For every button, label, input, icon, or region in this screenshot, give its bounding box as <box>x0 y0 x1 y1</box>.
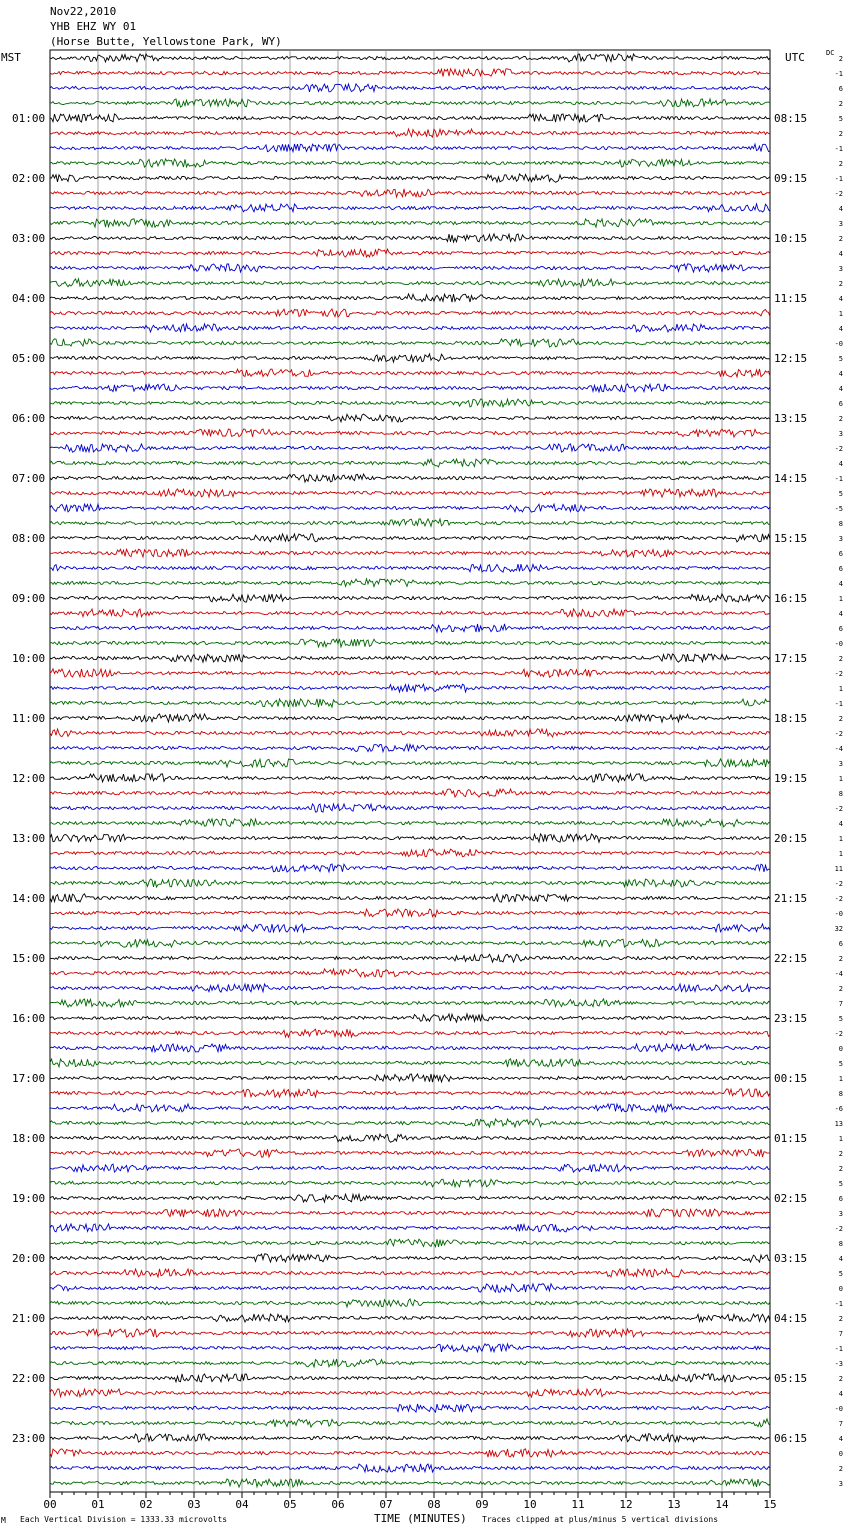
dc-offset-value: 4 <box>838 205 843 213</box>
left-hour-label: 02:00 <box>12 172 46 185</box>
dc-offset-value: 3 <box>838 430 843 438</box>
seismic-trace <box>50 1374 770 1382</box>
right-hour-label: 12:15 <box>774 352 808 365</box>
left-hour-label: 06:00 <box>12 412 46 425</box>
left-hour-label: 12:00 <box>12 772 46 785</box>
right-hour-label: 11:15 <box>774 292 808 305</box>
seismic-trace <box>50 579 770 587</box>
x-tick-label: 00 <box>43 1498 57 1511</box>
seismic-trace <box>50 99 770 107</box>
dc-offset-value: 1 <box>838 595 843 603</box>
dc-offset-value: -2 <box>834 445 843 453</box>
left-hour-label: 01:00 <box>12 112 46 125</box>
x-tick-label: 12 <box>619 1498 633 1511</box>
recording-date: Nov22,2010 <box>50 5 117 18</box>
seismic-trace <box>50 714 770 722</box>
dc-offset-value: 1 <box>838 1075 843 1083</box>
dc-offset-value: 2 <box>838 130 843 138</box>
seismic-trace <box>50 624 770 632</box>
dc-offset-value: 4 <box>838 325 843 333</box>
left-hour-label: 22:00 <box>12 1372 46 1385</box>
seismic-trace <box>50 1089 770 1097</box>
seismic-trace <box>50 1269 770 1277</box>
dc-offset-value: -0 <box>834 340 843 348</box>
seismic-trace <box>50 474 770 482</box>
seismic-trace <box>50 684 770 692</box>
dc-offset-value: 4 <box>838 295 843 303</box>
dc-offset-value: 3 <box>838 535 843 543</box>
seismic-trace <box>50 69 770 77</box>
left-hour-label: 03:00 <box>12 232 46 245</box>
left-hour-label: 16:00 <box>12 1012 46 1025</box>
dc-offset-value: 5 <box>838 1015 843 1023</box>
dc-offset-value: 4 <box>838 460 843 468</box>
dc-offset-value: -2 <box>834 190 843 198</box>
seismic-trace <box>50 1464 770 1472</box>
dc-offset-value: -1 <box>834 1300 843 1308</box>
seismic-trace <box>50 744 770 752</box>
dc-offset-value: 4 <box>838 1435 843 1443</box>
seismic-trace <box>50 1209 770 1217</box>
seismic-trace <box>50 1029 770 1037</box>
left-timezone-label: MST <box>1 51 21 64</box>
seismic-trace <box>50 459 770 467</box>
dc-offset-value: -1 <box>834 475 843 483</box>
dc-offset-value: 5 <box>838 1060 843 1068</box>
right-hour-label: 10:15 <box>774 232 808 245</box>
seismic-trace <box>50 1329 770 1337</box>
dc-offset-value: -0 <box>834 640 843 648</box>
dc-offset-value: 2 <box>838 985 843 993</box>
dc-offset-value: 7 <box>838 1330 843 1338</box>
x-tick-label: 05 <box>283 1498 297 1511</box>
clip-note: Traces clipped at plus/minus 5 vertical divisions <box>482 1515 719 1524</box>
dc-offset-value: 3 <box>838 220 843 228</box>
seismic-trace <box>50 1179 770 1187</box>
seismic-trace <box>50 594 770 602</box>
dc-offset-value: -2 <box>834 730 843 738</box>
dc-offset-value: 4 <box>838 250 843 258</box>
dc-offset-value: 2 <box>838 1315 843 1323</box>
dc-offset-value: 2 <box>838 235 843 243</box>
left-hour-label: 14:00 <box>12 892 46 905</box>
dc-offset-value: 1 <box>838 775 843 783</box>
seismic-trace <box>50 429 770 437</box>
seismic-trace <box>50 1059 770 1067</box>
x-tick-label: 08 <box>427 1498 441 1511</box>
right-hour-label: 17:15 <box>774 652 808 665</box>
right-hour-label: 00:15 <box>774 1072 808 1085</box>
right-hour-label: 23:15 <box>774 1012 808 1025</box>
dc-offset-value: 6 <box>838 940 843 948</box>
seismic-trace <box>50 864 770 872</box>
dc-offset-header: DC <box>826 49 835 57</box>
seismic-trace <box>50 609 770 617</box>
dc-offset-value: -4 <box>834 970 843 978</box>
x-tick-label: 02 <box>139 1498 153 1511</box>
left-hour-label: 19:00 <box>12 1192 46 1205</box>
seismic-trace <box>50 294 770 302</box>
seismic-trace <box>50 834 770 842</box>
dc-offset-value: -2 <box>834 880 843 888</box>
seismic-trace <box>50 534 770 542</box>
dc-offset-value: 5 <box>838 490 843 498</box>
dc-offset-value: 7 <box>838 1420 843 1428</box>
seismic-trace <box>50 159 770 167</box>
left-hour-label: 23:00 <box>12 1432 46 1445</box>
dc-offset-value: 3 <box>838 1480 843 1488</box>
dc-offset-value: 6 <box>838 1195 843 1203</box>
dc-offset-value: 2 <box>838 955 843 963</box>
seismic-trace <box>50 1119 770 1127</box>
dc-offset-value: 2 <box>838 1150 843 1158</box>
seismic-trace <box>50 1389 770 1397</box>
x-axis-title: TIME (MINUTES) <box>374 1512 467 1525</box>
seismic-trace <box>50 204 770 212</box>
seismic-trace <box>50 909 770 917</box>
dc-offset-value: -2 <box>834 895 843 903</box>
dc-offset-value: 1 <box>838 685 843 693</box>
seismic-trace <box>50 1344 770 1352</box>
right-hour-label: 03:15 <box>774 1252 808 1265</box>
dc-offset-value: 5 <box>838 355 843 363</box>
right-hour-label: 18:15 <box>774 712 808 725</box>
right-hour-label: 20:15 <box>774 832 808 845</box>
seismic-trace <box>50 1419 770 1427</box>
seismic-trace <box>50 1299 770 1307</box>
dc-offset-value: 5 <box>838 1270 843 1278</box>
seismic-trace <box>50 399 770 407</box>
right-hour-label: 09:15 <box>774 172 808 185</box>
dc-offset-value: 2 <box>838 1375 843 1383</box>
right-hour-label: 04:15 <box>774 1312 808 1325</box>
seismic-trace <box>50 354 770 362</box>
corner-mark: M <box>1 1516 6 1525</box>
seismic-trace <box>50 264 770 272</box>
seismic-trace <box>50 234 770 242</box>
dc-offset-value: -1 <box>834 1345 843 1353</box>
dc-offset-value: 4 <box>838 820 843 828</box>
dc-offset-value: 2 <box>838 280 843 288</box>
left-hour-label: 11:00 <box>12 712 46 725</box>
seismic-trace <box>50 189 770 197</box>
seismic-trace <box>50 804 770 812</box>
dc-offset-value: 0 <box>838 1045 843 1053</box>
seismic-trace <box>50 639 770 647</box>
left-hour-label: 04:00 <box>12 292 46 305</box>
seismic-trace <box>50 174 770 182</box>
seismic-trace <box>50 1074 770 1082</box>
seismic-trace <box>50 1449 770 1457</box>
dc-offset-value: -1 <box>834 700 843 708</box>
seismic-trace <box>50 669 770 677</box>
right-hour-label: 08:15 <box>774 112 808 125</box>
dc-offset-value: 4 <box>838 385 843 393</box>
dc-offset-value: -0 <box>834 1405 843 1413</box>
seismic-trace <box>50 219 770 227</box>
dc-offset-value: -2 <box>834 670 843 678</box>
dc-offset-value: 7 <box>838 1000 843 1008</box>
seismic-trace <box>50 894 770 902</box>
seismic-trace <box>50 1254 770 1262</box>
dc-offset-value: -4 <box>834 745 843 753</box>
right-hour-label: 06:15 <box>774 1432 808 1445</box>
seismic-trace <box>50 1044 770 1052</box>
seismic-trace <box>50 774 770 782</box>
dc-offset-value: 1 <box>838 1135 843 1143</box>
x-tick-label: 01 <box>91 1498 105 1511</box>
left-hour-label: 20:00 <box>12 1252 46 1265</box>
dc-offset-value: 8 <box>838 520 843 528</box>
x-tick-label: 10 <box>523 1498 537 1511</box>
seismic-trace <box>50 1404 770 1412</box>
seismic-trace <box>50 984 770 992</box>
dc-offset-value: -0 <box>834 910 843 918</box>
seismic-trace <box>50 1149 770 1157</box>
dc-offset-value: 6 <box>838 400 843 408</box>
seismic-trace <box>50 1359 770 1367</box>
dc-offset-value: 2 <box>838 160 843 168</box>
dc-offset-value: 0 <box>838 1450 843 1458</box>
dc-offset-value: 2 <box>838 715 843 723</box>
dc-offset-value: 0 <box>838 1285 843 1293</box>
dc-offset-value: 6 <box>838 565 843 573</box>
dc-offset-value: 3 <box>838 1210 843 1218</box>
right-hour-label: 14:15 <box>774 472 808 485</box>
seismic-trace <box>50 879 770 887</box>
x-tick-label: 13 <box>667 1498 681 1511</box>
dc-offset-value: 6 <box>838 550 843 558</box>
dc-offset-value: 4 <box>838 580 843 588</box>
dc-offset-value: 6 <box>838 625 843 633</box>
right-hour-label: 15:15 <box>774 532 808 545</box>
left-hour-label: 21:00 <box>12 1312 46 1325</box>
dc-offset-value: 2 <box>838 1165 843 1173</box>
seismic-trace <box>50 1239 770 1247</box>
seismic-trace <box>50 129 770 137</box>
dc-offset-value: 4 <box>838 610 843 618</box>
seismic-trace <box>50 339 770 347</box>
seismic-trace <box>50 114 770 122</box>
dc-offset-value: -2 <box>834 805 843 813</box>
seismic-trace <box>50 1164 770 1172</box>
x-tick-label: 03 <box>187 1498 201 1511</box>
seismic-trace <box>50 414 770 422</box>
seismic-trace <box>50 1014 770 1022</box>
seismic-trace <box>50 729 770 737</box>
left-hour-label: 10:00 <box>12 652 46 665</box>
left-hour-label: 09:00 <box>12 592 46 605</box>
seismic-trace <box>50 549 770 557</box>
seismic-trace <box>50 654 770 662</box>
left-hour-label: 15:00 <box>12 952 46 965</box>
dc-offset-value: -3 <box>834 1360 843 1368</box>
dc-offset-value: 4 <box>838 370 843 378</box>
dc-offset-value: 11 <box>834 865 843 873</box>
dc-offset-value: 2 <box>838 1465 843 1473</box>
dc-offset-value: 1 <box>838 835 843 843</box>
dc-offset-value: 1 <box>838 850 843 858</box>
seismic-trace <box>50 309 770 317</box>
dc-offset-value: 2 <box>838 655 843 663</box>
seismic-trace <box>50 504 770 512</box>
station-code: YHB EHZ WY 01 <box>50 20 137 33</box>
right-hour-label: 21:15 <box>774 892 808 905</box>
seismic-trace <box>50 954 770 962</box>
x-tick-label: 14 <box>715 1498 729 1511</box>
dc-offset-value: 2 <box>838 55 843 63</box>
left-hour-label: 18:00 <box>12 1132 46 1145</box>
seismic-trace <box>50 999 770 1007</box>
right-hour-label: 13:15 <box>774 412 808 425</box>
seismic-trace <box>50 564 770 572</box>
seismic-trace <box>50 1194 770 1202</box>
seismic-trace <box>50 519 770 526</box>
seismic-trace <box>50 759 770 767</box>
right-hour-label: 22:15 <box>774 952 808 965</box>
left-hour-label: 17:00 <box>12 1072 46 1085</box>
dc-offset-value: 4 <box>838 1390 843 1398</box>
dc-offset-value: -6 <box>834 1105 843 1113</box>
seismic-trace <box>50 444 770 452</box>
seismic-trace <box>50 324 770 332</box>
dc-offset-value: 2 <box>838 415 843 423</box>
seismic-trace <box>50 489 770 497</box>
dc-offset-value: 4 <box>838 1255 843 1263</box>
seismic-trace <box>50 1434 770 1442</box>
x-tick-label: 09 <box>475 1498 489 1511</box>
left-hour-label: 13:00 <box>12 832 46 845</box>
seismic-trace <box>50 699 770 707</box>
dc-offset-value: 2 <box>838 100 843 108</box>
seismic-trace <box>50 1104 770 1112</box>
dc-offset-value: 6 <box>838 85 843 93</box>
seismic-trace <box>50 1314 770 1322</box>
left-hour-label: 08:00 <box>12 532 46 545</box>
dc-offset-value: 8 <box>838 1090 843 1098</box>
dc-offset-value: 8 <box>838 1240 843 1248</box>
seismic-trace <box>50 384 770 392</box>
x-tick-label: 07 <box>379 1498 393 1511</box>
seismic-trace <box>50 84 770 92</box>
seismic-trace <box>50 969 770 977</box>
seismic-trace <box>50 789 770 797</box>
seismic-trace <box>50 849 770 857</box>
seismic-trace <box>50 369 770 377</box>
seismic-trace <box>50 1134 770 1142</box>
seismic-trace <box>50 924 770 932</box>
seismic-trace <box>50 819 770 827</box>
dc-offset-value: 5 <box>838 1180 843 1188</box>
seismic-trace <box>50 54 770 62</box>
seismic-trace <box>50 1479 770 1487</box>
dc-offset-value: -1 <box>834 145 843 153</box>
left-hour-label: 07:00 <box>12 472 46 485</box>
dc-offset-value: 13 <box>834 1120 843 1128</box>
right-hour-label: 01:15 <box>774 1132 808 1145</box>
dc-offset-value: -5 <box>834 505 843 513</box>
seismic-trace <box>50 249 770 257</box>
x-tick-label: 11 <box>571 1498 585 1511</box>
dc-offset-value: 8 <box>838 790 843 798</box>
right-timezone-label: UTC <box>785 51 805 64</box>
dc-offset-value: -1 <box>834 175 843 183</box>
left-hour-label: 05:00 <box>12 352 46 365</box>
seismic-trace <box>50 144 770 152</box>
x-tick-label: 06 <box>331 1498 345 1511</box>
dc-offset-value: 1 <box>838 310 843 318</box>
dc-offset-value: 5 <box>838 115 843 123</box>
seismic-trace <box>50 279 770 287</box>
dc-offset-value: 3 <box>838 760 843 768</box>
right-hour-label: 19:15 <box>774 772 808 785</box>
right-hour-label: 02:15 <box>774 1192 808 1205</box>
seismic-trace <box>50 1284 770 1292</box>
x-tick-label: 04 <box>235 1498 249 1511</box>
seismic-trace <box>50 1224 770 1232</box>
dc-offset-value: -2 <box>834 1030 843 1038</box>
dc-offset-value: -2 <box>834 1225 843 1233</box>
right-hour-label: 05:15 <box>774 1372 808 1385</box>
vertical-scale-note: Each Vertical Division = 1333.33 microvolts <box>20 1515 228 1524</box>
dc-offset-value: 32 <box>834 925 843 933</box>
dc-offset-value: 3 <box>838 265 843 273</box>
x-tick-label: 15 <box>763 1498 777 1511</box>
seismic-trace <box>50 939 770 947</box>
dc-offset-value: -1 <box>834 70 843 78</box>
station-location: (Horse Butte, Yellowstone Park, WY) <box>50 35 282 48</box>
right-hour-label: 16:15 <box>774 592 808 605</box>
